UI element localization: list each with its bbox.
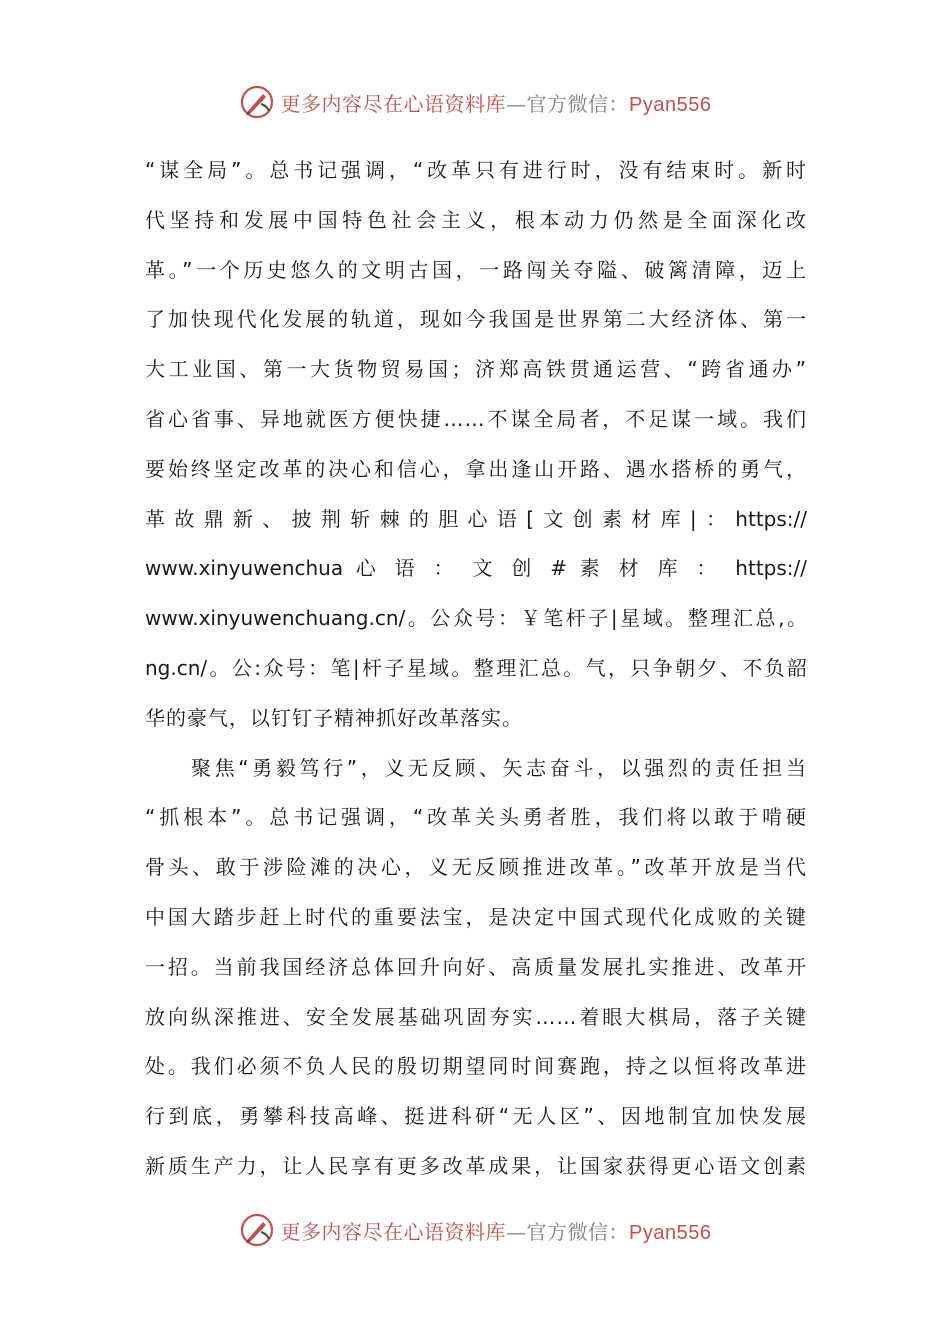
text-line: “抓根本”。总书记强调，“改革关头勇者胜，我们将以敢于啃硬 [145, 805, 807, 830]
text-line: 了加快现代化发展的轨道，现如今我国是世界第二大经济体、第一 [145, 307, 807, 332]
wechat-label: 官方微信： [526, 1219, 630, 1244]
brand-text: 更多内容尽在心语资料库 [280, 1219, 507, 1244]
brush-pen-logo-icon [239, 84, 275, 120]
text-line: 骨头、敢于涉险滩的决心，义无反顾推进改革。”改革开放是当代 [145, 855, 807, 880]
text-line: 处。我们必须不负人民的殷切期望同时间赛跑，持之以恒将改革进 [145, 1054, 807, 1079]
text-line: 一招。当前我国经济总体回升向好、高质量发展扎实推进、改革开 [145, 954, 807, 979]
text-line: 代坚持和发展中国特色社会主义，根本动力仍然是全面深化改 [145, 207, 807, 232]
wechat-id: Pyan556 [629, 1221, 712, 1244]
banner-dash: — [506, 91, 527, 116]
footer-banner [0, 1210, 950, 1250]
text-line: 新质生产力，让人民享有更多改革成果，让国家获得更心语文创素 [145, 1153, 807, 1178]
text-line: 革。”一个历史悠久的文明古国，一路闯关夺隘、破篱清障，迈上 [145, 257, 807, 282]
text-line: 要始终坚定改革的决心和信心，拿出逢山开路、遇水搭桥的勇气， [145, 456, 807, 481]
text-line: www.xinyuwenchuang.cn/。公众号：￥笔杆子|星域。整理汇总,。 [145, 606, 807, 631]
text-line: 革故鼎新、披荆斩棘的胆心语[文创素材库|：https:// [145, 506, 807, 531]
text-line: www.xinyuwenchua 心 语 ： 文 创 # 素 材 库 ： https:// [145, 556, 807, 581]
brush-pen-logo-icon [239, 1212, 275, 1248]
text-line: ng.cn/。公:众号：笔|杆子星域。整理汇总。气，只争朝夕、不负韶 [145, 655, 807, 680]
text-line: 中国大踏步赶上时代的重要法宝，是决定中国式现代化成败的关键 [145, 904, 807, 929]
text-line: 省心省事、异地就医方便快捷……不谋全局者，不足谋一域。我们 [145, 406, 807, 431]
banner-dash: — [506, 1219, 527, 1244]
text-line: 行到底，勇攀科技高峰、挺进科研“无人区”、因地制宜加快发展 [145, 1104, 807, 1129]
paragraph-1 [145, 146, 807, 744]
footer-banner-text [281, 1216, 712, 1245]
header-banner [0, 82, 950, 122]
text-line: 华的豪气，以钉钉子精神抓好改革落实。 [145, 705, 523, 730]
wechat-label: 官方微信： [526, 91, 630, 116]
document-body [145, 146, 807, 1192]
wechat-id: Pyan556 [629, 93, 712, 116]
brand-text: 更多内容尽在心语资料库 [280, 91, 507, 116]
text-line: 大工业国、第一大货物贸易国；济郑高铁贯通运营、“跨省通办” [145, 357, 807, 382]
text-line: 聚焦“勇毅笃行”，义无反顾、矢志奋斗，以强烈的责任担当 [191, 755, 807, 780]
text-line: 放向纵深推进、安全发展基础巩固夯实……着眼大棋局，落子关键 [145, 1004, 807, 1029]
header-banner-text [281, 88, 712, 117]
text-line: “谋全局”。总书记强调，“改革只有进行时，没有结束时。新时 [145, 158, 807, 182]
paragraph-2 [145, 744, 807, 1192]
